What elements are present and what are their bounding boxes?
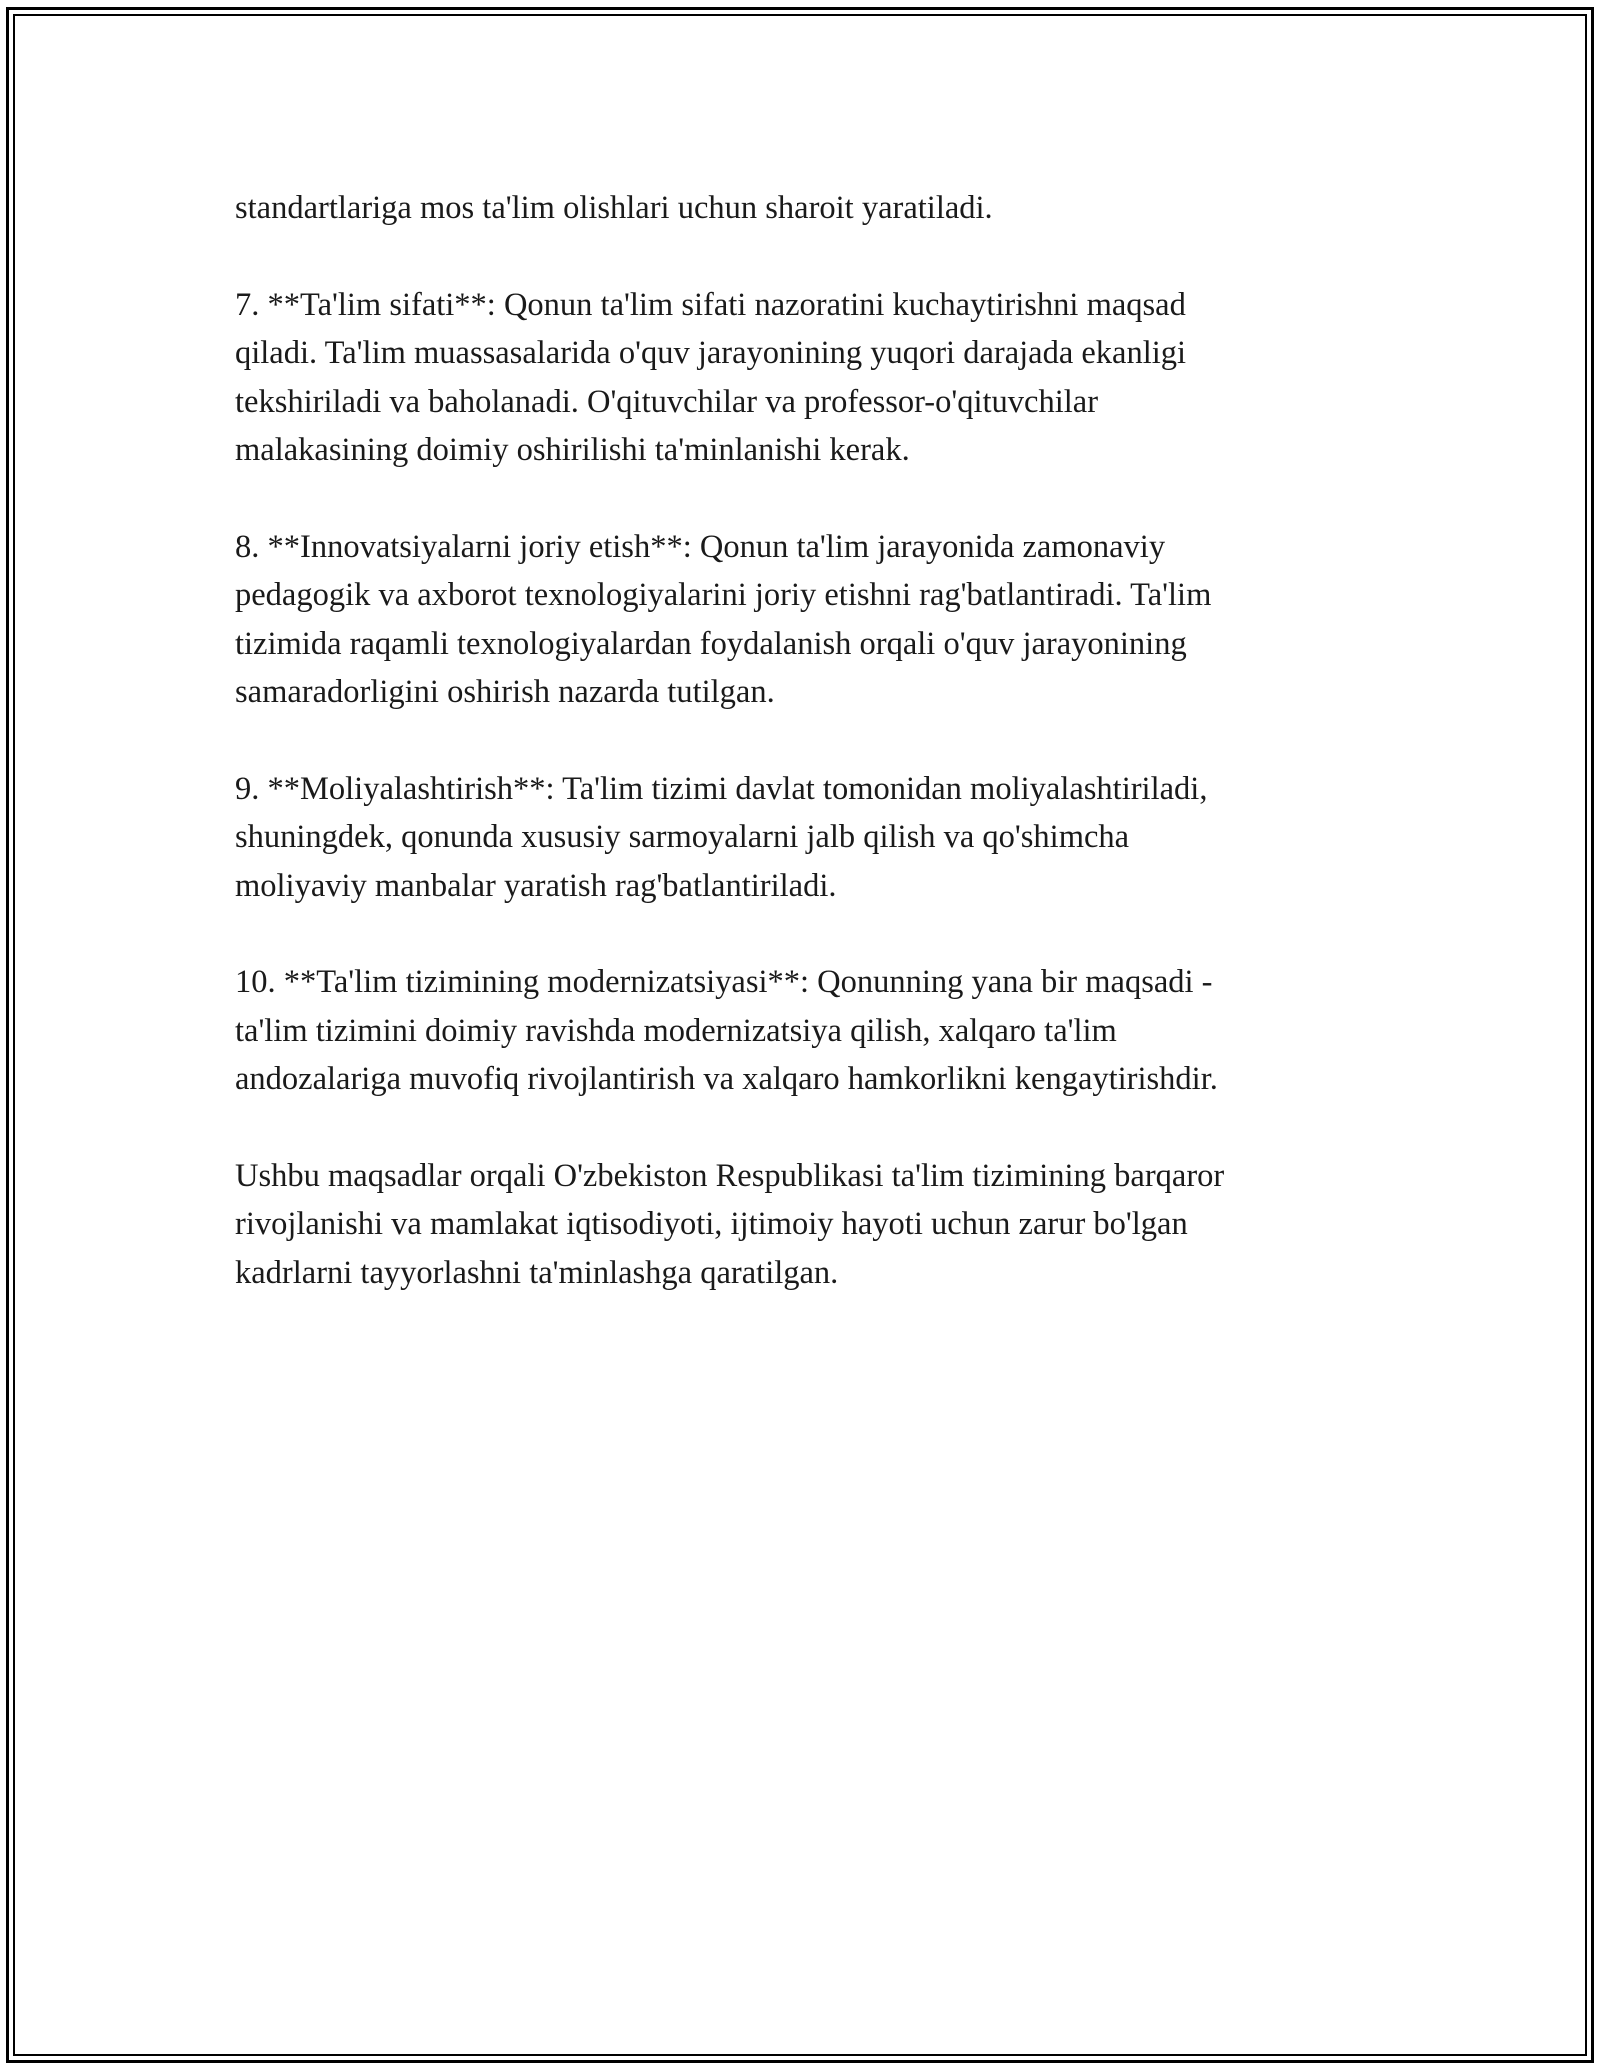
text-line: shuningdek, qonunda xususiy sarmoyalarni jalb qilish va qo'shimcha [235,819,1130,856]
text-line: 10. **Ta'lim tizimining modernizatsiyasi**: Qonunning yana bir maqsadi - [235,964,1213,1001]
text-line: pedagogik va axborot texnologiyalarini joriy etishni rag'batlantiradi. Ta'lim [235,577,1212,614]
text-line: 8. **Innovatsiyalarni joriy etish**: Qonun ta'lim jarayonida zamonaviy [235,528,1166,565]
text-line: qiladi. Ta'lim muassasalarida o'quv jarayonining yuqori darajada ekanligi [235,335,1187,372]
paragraph-item-9 [235,765,1385,910]
text-line: Ushbu maqsadlar orqali O'zbekiston Respublikasi ta'lim tizimining barqaror [235,1158,1225,1195]
text-line: moliyaviy manbalar yaratish rag'batlantiriladi. [235,867,837,904]
text-line: 9. **Moliyalashtirish**: Ta'lim tizimi davlat tomonidan moliyalashtiriladi, [235,770,1208,807]
paragraph-continuation [235,184,1385,232]
text-line: standartlariga mos ta'lim olishlari uchun sharoit yaratiladi. [235,190,993,226]
text-line: samaradorligini oshirish nazarda tutilgan. [235,674,775,711]
text-line: ta'lim tizimini doimiy ravishda modernizatsiya qilish, xalqaro ta'lim [235,1012,1117,1049]
paragraph-conclusion [235,1152,1385,1297]
text-line: andozalariga muvofiq rivojlantirish va xalqaro hamkorlikni kengaytirishdir. [235,1061,1218,1098]
text-line: malakasining doimiy oshirilishi ta'minlanishi kerak. [235,432,910,469]
text-line: tekshiriladi va baholanadi. O'qituvchilar va professor-o'qituvchilar [235,383,1099,420]
text-line: rivojlanishi va mamlakat iqtisodiyoti, ijtimoiy hayoti uchun zarur bo'lgan [235,1206,1188,1243]
document-body [235,184,1385,1297]
paragraph-item-7 [235,281,1385,475]
text-line: kadrlarni tayyorlashni ta'minlashga qaratilgan. [235,1254,839,1291]
paragraph-item-8 [235,523,1385,717]
paragraph-item-10 [235,958,1385,1103]
text-line: tizimida raqamli texnologiyalardan foydalanish orqali o'quv jarayonining [235,625,1187,662]
text-line: 7. **Ta'lim sifati**: Qonun ta'lim sifati nazoratini kuchaytirishni maqsad [235,286,1186,323]
